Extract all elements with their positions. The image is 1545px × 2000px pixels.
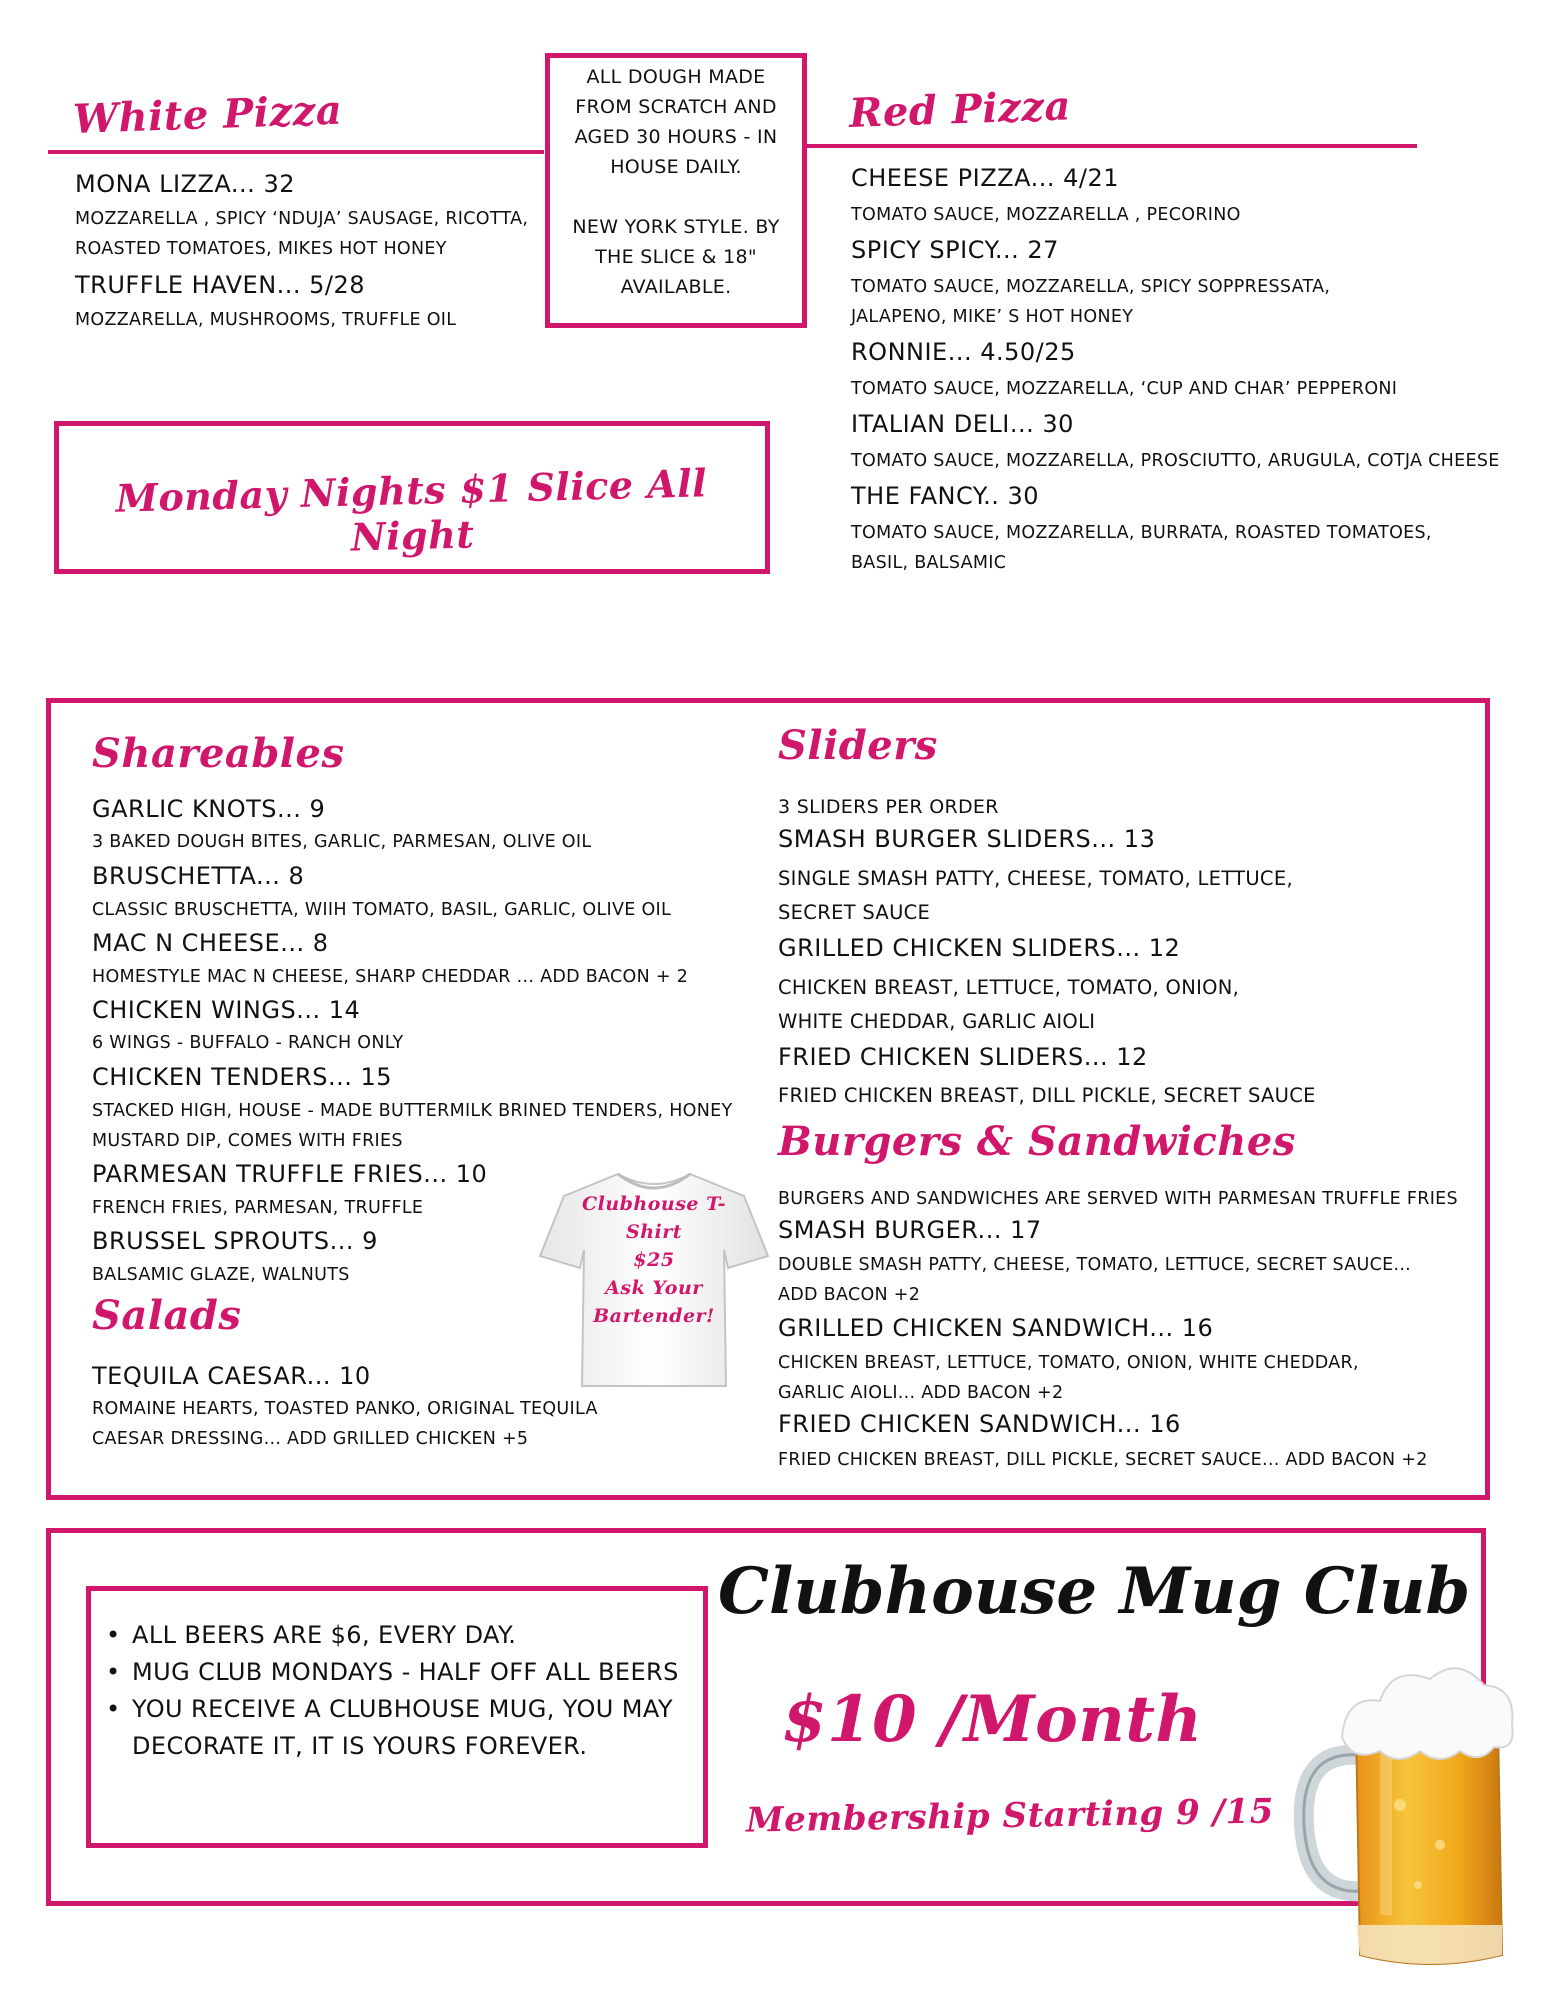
menu-item-ronnie: RONNIE... 4.50/25 — [851, 338, 1076, 366]
menu-item-desc: CHICKEN BREAST, LETTUCE, TOMATO, ONION, WHITE CHEDDAR, GARLIC AIOLI — [778, 976, 1240, 1033]
menu-item-mona-lizza: MONA LIZZA... 32 — [75, 170, 295, 198]
menu-item-grilled-chicken-sandwich: GRILLED CHICKEN SANDWICH... 16 — [778, 1314, 1214, 1342]
sliders-heading: Sliders — [778, 722, 938, 769]
menu-item-spicy-spicy: SPICY SPICY... 27 — [851, 236, 1059, 264]
menu-item-desc: 6 WINGS - BUFFALO - RANCH ONLY — [92, 1033, 404, 1053]
mug-club-bullets — [98, 1617, 679, 1765]
menu-item-italian-deli: ITALIAN DELI... 30 — [851, 410, 1074, 438]
menu-item-cheese-pizza: CHEESE PIZZA... 4/21 — [851, 164, 1119, 192]
menu-item-desc: CLASSIC BRUSCHETTA, WIIH TOMATO, BASIL, GARLIC, OLIVE OIL — [92, 900, 672, 920]
menu-item-desc: MOZZARELLA, MUSHROOMS, TRUFFLE OIL — [75, 310, 457, 330]
menu-item-parmesan-truffle-fries: PARMESAN TRUFFLE FRIES... 10 — [92, 1160, 488, 1188]
burgers-intro: BURGERS AND SANDWICHES ARE SERVED WITH PARMESAN TRUFFLE FRIES — [778, 1189, 1458, 1209]
mug-club-bullet: • YOU RECEIVE A CLUBHOUSE MUG, YOU MAY DECORATE IT, IT IS YOURS FOREVER. — [98, 1691, 679, 1765]
white-pizza-heading: White Pizza — [72, 86, 344, 143]
menu-item-grilled-chicken-sliders: GRILLED CHICKEN SLIDERS... 12 — [778, 934, 1181, 962]
menu-item-desc: TOMATO SAUCE, MOZZARELLA , PECORINO — [851, 205, 1241, 225]
mug-club-bullet: • MUG CLUB MONDAYS - HALF OFF ALL BEERS — [98, 1654, 679, 1691]
dough-note-text: ALL DOUGH MADE FROM SCRATCH AND AGED 30 HOURS - IN HOUSE DAILY. NEW YORK STYLE. BY THE SLICE & 18" AVAILABLE. — [572, 66, 780, 298]
menu-item-fried-chicken-sandwich: FRIED CHICKEN SANDWICH... 16 — [778, 1410, 1181, 1438]
menu-item-mac-n-cheese: MAC N CHEESE... 8 — [92, 929, 329, 957]
mug-club-bullet: • ALL BEERS ARE $6, EVERY DAY. — [98, 1617, 679, 1654]
menu-item-bruschetta: BRUSCHETTA... 8 — [92, 862, 305, 890]
menu-item-smash-burger-sliders: SMASH BURGER SLIDERS... 13 — [778, 825, 1156, 853]
menu-item-desc: TOMATO SAUCE, MOZZARELLA, ‘CUP AND CHAR’ PEPPERONI — [851, 379, 1398, 399]
menu-item-truffle-haven: TRUFFLE HAVEN... 5/28 — [75, 271, 366, 299]
menu-item-smash-burger: SMASH BURGER... 17 — [778, 1216, 1042, 1244]
monday-promo-text: Monday Nights $1 Slice All Night — [115, 460, 708, 560]
white-pizza-rule — [48, 150, 544, 154]
menu-item-fried-chicken-sliders: FRIED CHICKEN SLIDERS... 12 — [778, 1043, 1148, 1071]
burgers-heading: Burgers & Sandwiches — [778, 1118, 1296, 1165]
menu-item-garlic-knots: GARLIC KNOTS... 9 — [92, 795, 326, 823]
menu-item-the-fancy: THE FANCY.. 30 — [851, 482, 1040, 510]
menu-item-desc: FRENCH FRIES, PARMESAN, TRUFFLE — [92, 1198, 424, 1218]
menu-item-chicken-wings: CHICKEN WINGS... 14 — [92, 996, 361, 1024]
menu-item-desc: TOMATO SAUCE, MOZZARELLA, SPICY SOPPRESSATA, JALAPENO, MIKE’ S HOT HONEY — [851, 277, 1331, 327]
menu-item-brussel-sprouts: BRUSSEL SPROUTS... 9 — [92, 1227, 378, 1255]
mug-club-start: Membership Starting 9 /15 — [745, 1791, 1275, 1841]
menu-item-tequila-caesar: TEQUILA CAESAR... 10 — [92, 1362, 371, 1390]
menu-item-desc: HOMESTYLE MAC N CHEESE, SHARP CHEDDAR ... ADD BACON + 2 — [92, 967, 689, 987]
red-pizza-rule — [807, 144, 1417, 148]
menu-item-desc: STACKED HIGH, HOUSE - MADE BUTTERMILK BRINED TENDERS, HONEY MUSTARD DIP, COMES WITH FRIES — [92, 1101, 733, 1151]
menu-item-desc: SINGLE SMASH PATTY, CHEESE, TOMATO, LETTUCE, SECRET SAUCE — [778, 867, 1293, 924]
shareables-heading: Shareables — [92, 730, 345, 777]
mug-club-price: $10 /Month — [782, 1682, 1203, 1757]
menu-item-desc: BALSAMIC GLAZE, WALNUTS — [92, 1265, 350, 1285]
mug-club-title: Clubhouse Mug Club — [718, 1554, 1471, 1629]
menu-item-desc: CHICKEN BREAST, LETTUCE, TOMATO, ONION, WHITE CHEDDAR, GARLIC AIOLI... ADD BACON +2 — [778, 1353, 1359, 1403]
beer-mug-icon — [1290, 1655, 1525, 1985]
menu-item-desc: TOMATO SAUCE, MOZZARELLA, BURRATA, ROASTED TOMATOES, BASIL, BALSAMIC — [851, 523, 1432, 573]
salads-heading: Salads — [92, 1292, 242, 1339]
menu-item-desc: FRIED CHICKEN BREAST, DILL PICKLE, SECRET SAUCE... ADD BACON +2 — [778, 1450, 1428, 1470]
menu-item-chicken-tenders: CHICKEN TENDERS... 15 — [92, 1063, 393, 1091]
menu-item-desc: 3 BAKED DOUGH BITES, GARLIC, PARMESAN, OLIVE OIL — [92, 832, 592, 852]
menu-item-desc: ROMAINE HEARTS, TOASTED PANKO, ORIGINAL TEQUILA CAESAR DRESSING... ADD GRILLED CHICKEN +5 — [92, 1399, 598, 1449]
menu-item-desc: DOUBLE SMASH PATTY, CHEESE, TOMATO, LETTUCE, SECRET SAUCE... ADD BACON +2 — [778, 1255, 1412, 1305]
menu-item-desc: TOMATO SAUCE, MOZZARELLA, PROSCIUTTO, ARUGULA, COTJA CHEESE — [851, 451, 1500, 471]
tshirt-promo-text: Clubhouse T- Shirt $25 Ask Your Bartender! — [581, 1193, 727, 1327]
menu-item-desc: FRIED CHICKEN BREAST, DILL PICKLE, SECRET SAUCE — [778, 1084, 1316, 1107]
sliders-intro: 3 SLIDERS PER ORDER — [778, 796, 999, 818]
menu-item-desc: MOZZARELLA , SPICY ‘NDUJA’ SAUSAGE, RICOTTA, ROASTED TOMATOES, MIKES HOT HONEY — [75, 209, 529, 259]
red-pizza-heading: Red Pizza — [848, 82, 1072, 137]
